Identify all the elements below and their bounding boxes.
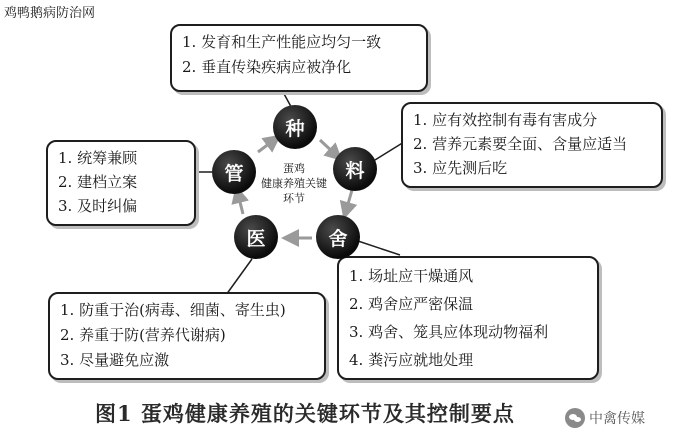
box-she-item: 1. 场址应干燥通风 — [349, 267, 474, 285]
node-liao: 料 — [333, 147, 377, 191]
box-zhong-item: 2. 垂直传染疾病应被净化 — [182, 58, 352, 76]
box-liao — [401, 102, 663, 188]
box-she-item: 4. 粪污应就地处理 — [349, 351, 474, 369]
box-she-item: 2. 鸡舍应严密保温 — [349, 295, 474, 313]
site-label: 鸡鸭鹅病防治网 — [4, 6, 96, 21]
node-she: 舍 — [316, 215, 360, 259]
box-yi-item: 3. 尽量避免应激 — [60, 351, 170, 369]
wechat-icon — [565, 408, 585, 428]
box-liao-item: 1. 应有效控制有毒有害成分 — [413, 111, 598, 129]
center-title-line — [239, 161, 349, 206]
center-title-line: 蛋鸡 — [283, 162, 305, 175]
cycle-arrow-zhong-liao — [320, 140, 336, 155]
watermark — [565, 408, 645, 428]
box-yi-item: 1. 防重于治(病毒、细菌、寄生虫) — [60, 301, 286, 319]
box-zhong-item: 1. 发育和生产性能应均匀一致 — [182, 33, 382, 51]
pointer-she — [355, 240, 400, 255]
node-guan: 管 — [212, 150, 256, 194]
center-title-line: 健康养殖关键 — [261, 177, 327, 190]
node-zhong: 种 — [273, 105, 317, 149]
box-liao-item: 2. 营养元素要全面、含量应适当 — [413, 135, 628, 153]
figure-caption: 图1 蛋鸡健康养殖的关键环节及其控制要点 — [95, 401, 515, 426]
box-zhong — [170, 24, 428, 92]
pointer-liao — [375, 142, 404, 160]
watermark-text: 中禽传媒 — [589, 411, 645, 427]
cycle-arrow-guan-zhong — [258, 140, 274, 152]
box-she-item: 3. 鸡舍、笼具应体现动物福利 — [349, 323, 549, 341]
box-guan-item: 1. 统筹兼顾 — [58, 149, 138, 167]
box-guan-item: 2. 建档立案 — [58, 173, 138, 191]
pointer-yi — [226, 259, 252, 295]
box-yi — [48, 292, 326, 380]
node-yi: 医 — [234, 215, 278, 259]
center-title-line: 环节 — [283, 192, 305, 205]
box-guan-item: 3. 及时纠偏 — [58, 197, 138, 215]
box-liao-item: 3. 应先测后吃 — [413, 159, 508, 177]
box-yi-item: 2. 养重于防(营养代谢病) — [60, 326, 226, 344]
box-guan — [46, 140, 196, 226]
center-title — [239, 161, 349, 206]
box-she — [337, 256, 599, 380]
